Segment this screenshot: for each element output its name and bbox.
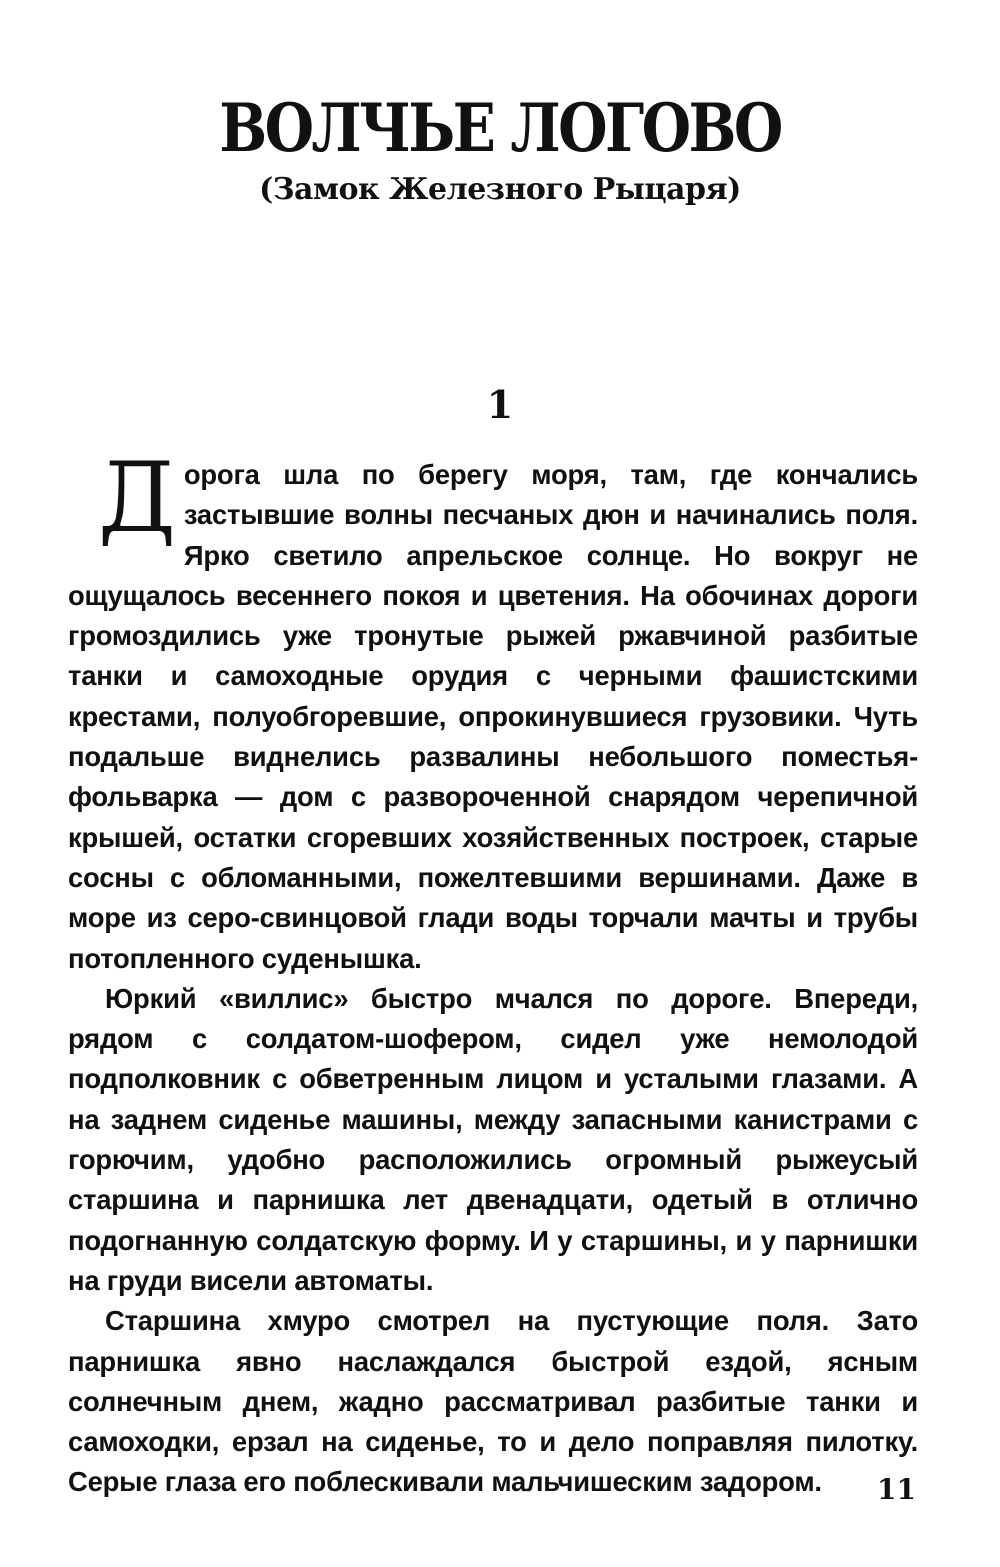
chapter-title: ВОЛЧЬЕ ЛОГОВО <box>219 89 781 167</box>
page-number: 11 <box>877 1473 916 1506</box>
section-number: 1 <box>486 382 514 427</box>
chapter-subtitle: (Замок Железного Рыцаря) <box>259 172 741 207</box>
drop-cap: Д <box>98 442 176 554</box>
body-text <box>68 442 918 1503</box>
paragraph-1-text: орога шла по берегу моря, там, где кончались застывшие волны песчаных дюн и начинались поля. Ярко светило апрельское солнце. Но вокруг не ощущалось весеннего покоя и цветения. На обочинах дороги громоздились уже тронутые рыжей ржавчиной разбитые танки и самоходные орудия с черными фашистскими крестами, полуобгоревшие, опрокинувшиеся грузовики. Чуть подальше виднелись развалины небольшого поместья-фольварка — дом с развороченной снарядом черепичной крышей, остатки сгоревших хозяйственных построек, старые сосны с обломанными, пожелтевшими вершинами. Даже в море из серо-свинцовой глади воды торчали мачты и трубы потопленного суденышка. <box>68 459 918 974</box>
paragraph-3: Старшина хмуро смотрел на пустующие поля. Зато парнишка явно наслаждался быстрой ездой, ясным солнечным днем, жадно рассматривал разбитые танки и самоходки, ерзал на сиденье, то и дело поправляя пилотку. Серые глаза его поблескивали мальчишеским задором. <box>68 1305 918 1498</box>
paragraph-2: Юркий «виллис» быстро мчался по дороге. Впереди, рядом с солдатом-шофером, сидел уже немолодой подполковник с обветренным лицом и усталыми глазами. А на заднем сиденье машины, между запасными канистрами с горючим, удобно расположились огромный рыжеусый старшина и парнишка лет двенадцати, одетый в отлично подогнанную солдатскую форму. И у старшины, и у парнишки на груди висели автоматы. <box>68 982 918 1296</box>
paragraph-1 <box>68 442 918 979</box>
